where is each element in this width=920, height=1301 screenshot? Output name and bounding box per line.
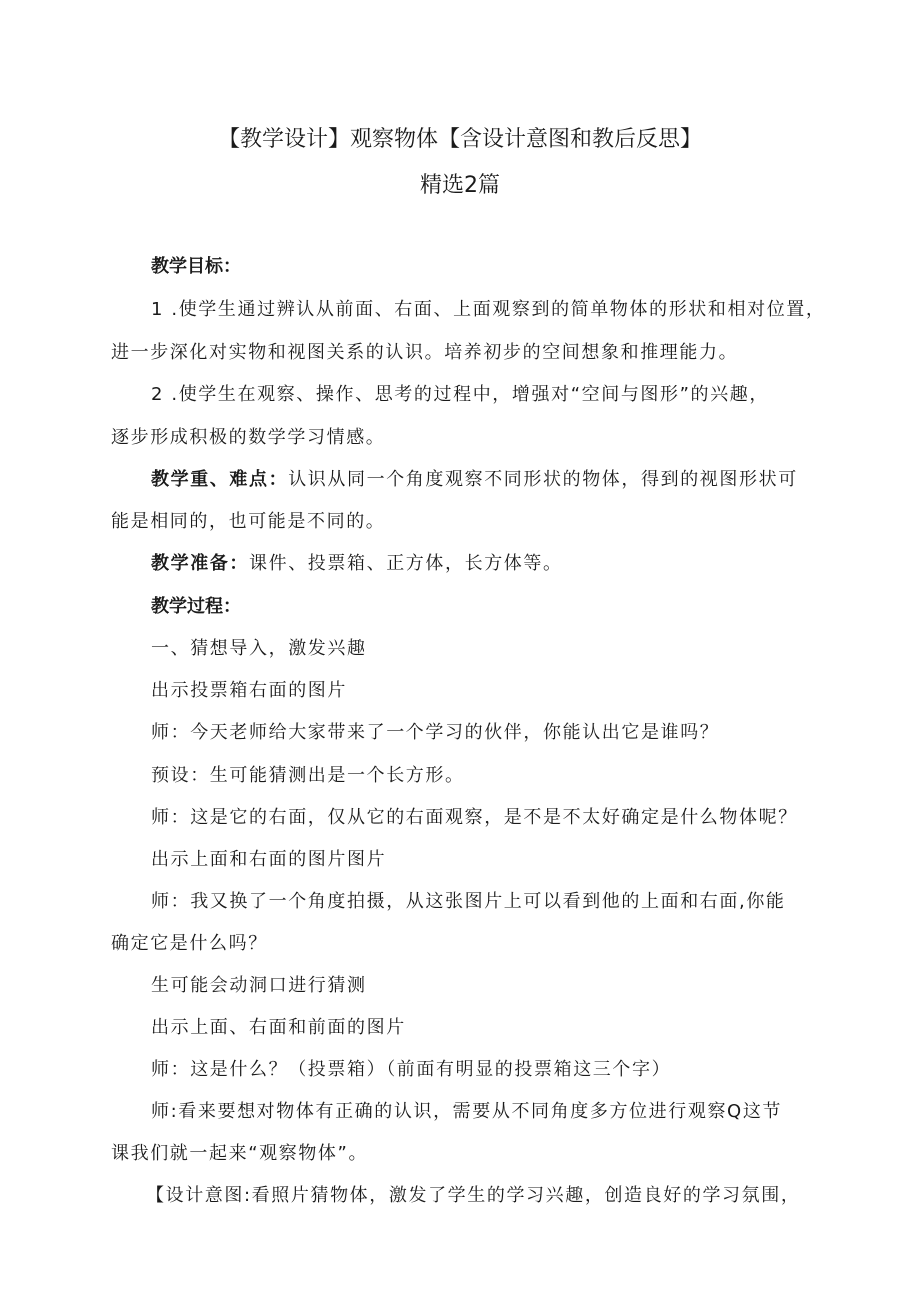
document-subtitle: 精选2篇 [420,173,500,198]
process-line-7: 师：我又换了一个角度拍摄，从这张图片上可以看到他的上面和右面,你能 [151,891,786,912]
key-points-label: 教学重、难点： [151,469,289,490]
preparation-paragraph [151,552,563,576]
process-line-10: 师：这是什么？（投票箱）（前面有明显的投票箱这三个字） [151,1059,672,1080]
document-title: 【教学设计】观察物体【含设计意图和教后反思】 [217,127,702,152]
objective-1-line-2: 进一步深化对实物和视图关系的认识。培养初步的空间想象和推理能力。 [111,342,739,363]
design-intent-line: 【设计意图:看照片猜物体，激发了学生的学习兴趣，创造良好的学习氛围， [146,1185,801,1206]
process-line-2: 出示投票箱右面的图片 [151,680,347,701]
process-line-6: 出示上面和右面的图片图片 [151,849,387,870]
process-line-11: 师:看来要想对物体有正确的认识，需要从不同角度多方位进行观察Q这节 [151,1101,783,1122]
preparation-text: 课件、投票箱、正方体，长方体等。 [249,553,563,574]
process-line-7-cont: 确定它是什么吗？ [111,933,268,954]
preparation-label: 教学准备： [151,553,249,574]
objective-1-line-1: 1 .使学生通过辨认从前面、右面、上面观察到的简单物体的形状和相对位置， [151,299,826,320]
process-line-8: 生可能会动洞口进行猜测 [151,975,367,996]
key-points-line-2: 能是相同的，也可能是不同的。 [111,511,386,532]
process-heading: 教学过程： [151,596,241,617]
key-points-text: 认识从同一个角度观察不同形状的物体，得到的视图形状可 [288,469,798,490]
objective-2-line-2: 逐步形成积极的数学学习情感。 [111,427,386,448]
process-line-11-cont: 课我们就一起来“观察物体”。 [111,1143,369,1164]
process-line-5: 师：这是它的右面，仅从它的右面观察，是不是不太好确定是什么物体呢？ [151,807,798,828]
key-points-paragraph [151,468,798,492]
objective-2-line-1: 2 .使学生在观察、操作、思考的过程中，增强对“空间与图形”的兴趣， [151,384,769,405]
process-line-9: 出示上面、右面和前面的图片 [151,1017,406,1038]
objectives-heading: 教学目标： [151,256,241,277]
process-line-4: 预设：生可能猜测出是一个长方形。 [151,765,465,786]
process-line-3: 师：今天老师给大家带来了一个学习的伙伴，你能认出它是谁吗？ [151,722,720,743]
process-line-1: 一、猜想导入，激发兴趣 [151,638,367,659]
